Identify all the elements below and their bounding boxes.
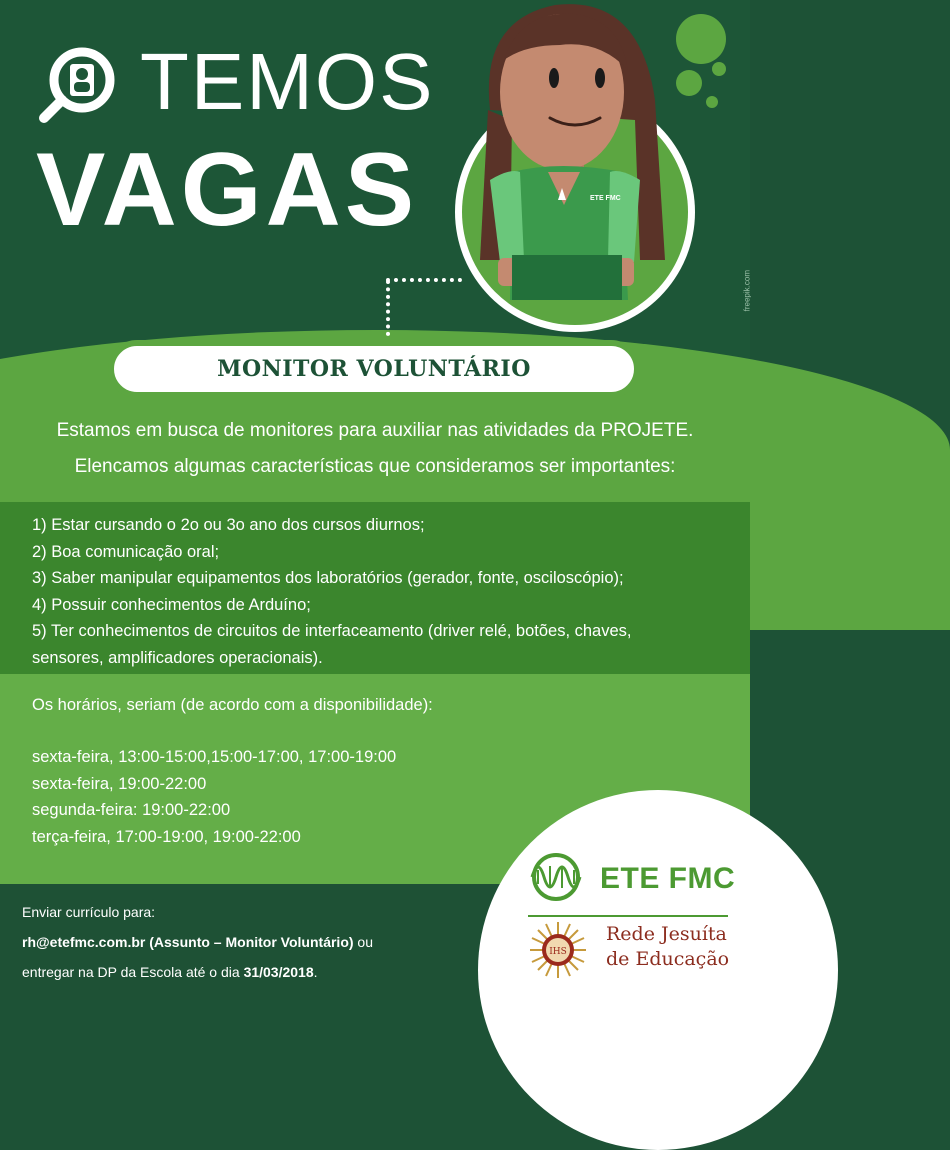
ete-fmc-logo-text: ETE FMC bbox=[600, 862, 736, 895]
intro-line-1: Estamos em busca de monitores para auxiliar nas atividades da PROJETE. bbox=[56, 420, 694, 441]
decor-circle-tiny bbox=[706, 96, 718, 108]
schedule-list bbox=[32, 744, 396, 850]
footer-line-2 bbox=[22, 934, 373, 950]
search-person-icon bbox=[36, 44, 132, 124]
contact-email[interactable]: rh@etefmc.com.br bbox=[22, 934, 146, 950]
intro-line-2: Elencamos algumas características que consideramos ser importantes: bbox=[74, 456, 676, 477]
schedule-item: sexta-feira, 19:00-22:00 bbox=[32, 774, 207, 793]
rede-line-2: de Educação bbox=[606, 948, 730, 970]
jesuit-seal-icon bbox=[528, 920, 588, 980]
logo-divider bbox=[528, 915, 728, 917]
shirt-logo-text: ETE FMC bbox=[590, 195, 621, 202]
footer-period: . bbox=[313, 964, 318, 980]
ete-wave-logo-icon bbox=[528, 852, 584, 902]
decor-circle-small bbox=[712, 62, 726, 76]
requirement-item: 1) Estar cursando o 2o ou 3o ano dos cursos diurnos; bbox=[32, 516, 425, 534]
schedule-item: segunda-feira: 19:00-22:00 bbox=[32, 801, 231, 819]
dotted-connector-horizontal bbox=[386, 278, 462, 286]
schedule-item: sexta-feira, 13:00-15:00,15:00-17:00, 17:00-19:00 bbox=[32, 748, 397, 766]
requirement-item: sensores, amplificadores operacionais). bbox=[32, 648, 323, 667]
footer-line-3 bbox=[22, 964, 318, 980]
schedule-heading: Os horários, seriam (de acordo com a disponibilidade): bbox=[32, 696, 433, 714]
requirement-item: 4) Possuir conhecimentos de Arduíno; bbox=[32, 595, 311, 614]
freepik-credit: freepik.com bbox=[742, 270, 751, 312]
footer-or: ou bbox=[357, 934, 373, 950]
requirement-item: 3) Saber manipular equipamentos dos laboratórios (gerador, fonte, osciloscópio); bbox=[32, 569, 624, 587]
deadline-date: 31/03/2018 bbox=[243, 964, 314, 980]
title-line-2: VAGAS bbox=[36, 132, 419, 248]
deadline-text: entregar na DP da Escola até o dia bbox=[22, 964, 240, 980]
woman-illustration bbox=[450, 0, 700, 300]
rede-jesuita-logo-text bbox=[606, 922, 729, 972]
dotted-connector-vertical bbox=[386, 280, 394, 336]
requirements-list bbox=[32, 512, 632, 671]
email-subject: (Assunto – Monitor Voluntário) bbox=[149, 934, 354, 950]
title-line-1: TEMOS bbox=[140, 37, 435, 126]
seal-ihs-text: IHS bbox=[549, 947, 567, 957]
footer-line-1: Enviar currículo para: bbox=[22, 904, 156, 920]
schedule-item: terça-feira, 17:00-19:00, 19:00-22:00 bbox=[32, 827, 301, 846]
requirement-item: 5) Ter conhecimentos de circuitos de interfaceamento (driver relé, botões, chaves, bbox=[32, 622, 632, 640]
requirement-item: 2) Boa comunicação oral; bbox=[32, 542, 220, 561]
rede-line-1: Rede Jesuíta bbox=[606, 923, 727, 945]
position-banner bbox=[108, 340, 640, 398]
position-title: MONITOR VOLUNTÁRIO bbox=[217, 356, 531, 382]
